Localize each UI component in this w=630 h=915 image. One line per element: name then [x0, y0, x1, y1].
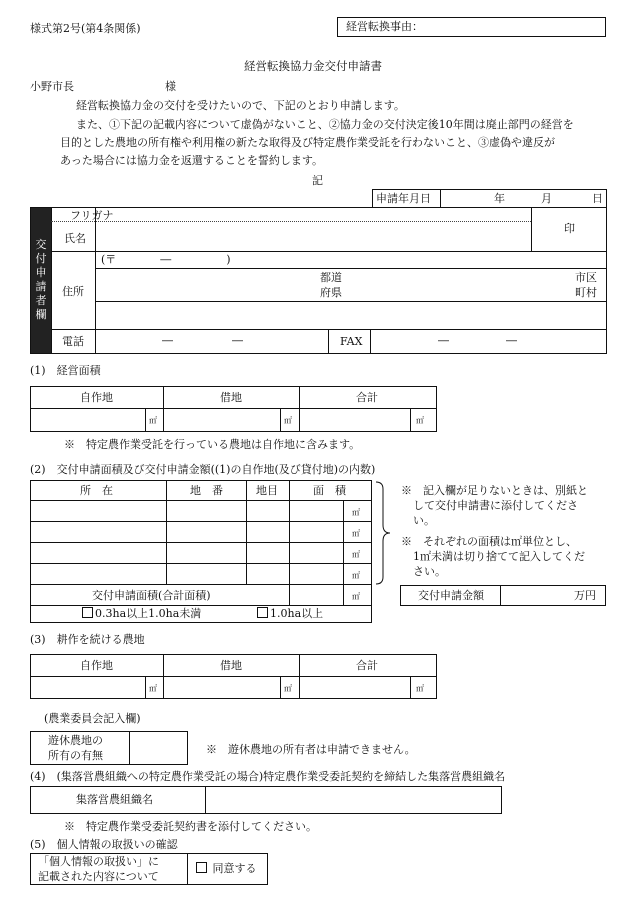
- own-land-header: 自作地: [80, 391, 113, 404]
- postal-code-field[interactable]: (〒 ― ): [101, 253, 231, 266]
- checkbox-icon[interactable]: [82, 607, 93, 618]
- leased-land-input[interactable]: [164, 677, 279, 698]
- document-title: 経営転換協力金交付申請書: [244, 59, 382, 73]
- applicant-section-label: [31, 208, 51, 353]
- section4-heading: (4) (集落営農組織への特定農作業受託の場合)特定農作業受委託契約を締結した集落営農組織名: [30, 770, 506, 783]
- total-header: 合計: [356, 391, 378, 404]
- unit-sqm: ㎡: [352, 529, 360, 538]
- phone-dash: ―: [162, 334, 173, 347]
- own-land-input[interactable]: [31, 409, 144, 431]
- option-large[interactable]: [257, 607, 323, 620]
- addressee: 小野市長: [30, 80, 74, 93]
- unit-sqm: ㎡: [284, 684, 292, 693]
- option-small[interactable]: [82, 607, 201, 620]
- unit-sqm: ㎡: [352, 592, 360, 601]
- note2-line2: 1㎡未満は切り捨てて記入してくだ: [413, 550, 585, 563]
- checkbox-icon[interactable]: [196, 862, 207, 873]
- committee-note: ※ 遊休農地の所有者は申請できません。: [206, 743, 416, 756]
- own-land-header: 自作地: [80, 659, 113, 672]
- organization-name-input[interactable]: [206, 787, 500, 813]
- idle-farmland-input[interactable]: [130, 732, 187, 764]
- furigana-label: フリガナ: [70, 209, 114, 222]
- parcel-rows-input[interactable]: [31, 501, 165, 583]
- land-category-header: 地目: [256, 484, 278, 497]
- checkbox-icon[interactable]: [257, 607, 268, 618]
- note2-line1: ※ それぞれの面積は㎡単位とし、: [401, 535, 577, 548]
- side-char: 交: [35, 238, 47, 251]
- brace-icon: [374, 481, 396, 585]
- section5-heading: (5) 個人情報の取扱いの確認: [30, 838, 178, 851]
- side-char: 欄: [35, 308, 47, 321]
- address-label: 住所: [62, 285, 84, 298]
- city-label-1: 市区: [575, 271, 597, 284]
- option-large-label: 1.0ha以上: [270, 607, 324, 620]
- leased-land-header: 借地: [220, 391, 242, 404]
- side-char: 付: [35, 252, 47, 265]
- seal-mark: 印: [564, 222, 575, 235]
- leased-land-input[interactable]: [164, 409, 279, 431]
- section3-heading: (3) 耕作を続ける農地: [30, 633, 145, 646]
- unit-sqm: ㎡: [149, 684, 157, 693]
- unit-sqm: ㎡: [416, 416, 424, 425]
- day-label: 日: [592, 192, 603, 205]
- unit-sqm: ㎡: [149, 416, 157, 425]
- total-input[interactable]: [300, 409, 409, 431]
- privacy-label-1: 「個人情報の取扱い」に: [38, 855, 159, 868]
- section4-note: ※ 特定農作業受委託契約書を添付してください。: [64, 820, 317, 833]
- note1-line1: ※ 記入欄が足りないときは、別紙と: [401, 484, 588, 497]
- ki-mark: 記: [312, 174, 323, 187]
- phone-dash: ―: [232, 334, 243, 347]
- name-input[interactable]: [96, 222, 530, 250]
- side-char: 申: [35, 266, 47, 279]
- committee-heading: (農業委員会記入欄): [44, 712, 141, 725]
- conversion-reason-field[interactable]: [337, 17, 606, 37]
- city-label-2: 町村: [575, 286, 597, 299]
- privacy-agree-option[interactable]: [196, 862, 257, 875]
- total-area-label: 交付申請面積(合計面積): [92, 589, 211, 602]
- conversion-reason-label: 経営転換事由：: [346, 20, 423, 33]
- side-char: 者: [35, 294, 47, 307]
- privacy-label-2: 記載された内容について: [38, 870, 159, 883]
- intro-paragraph-1: 経営転換協力金の交付を受けたいので、下記のとおり申請します。: [76, 99, 405, 112]
- phone-label: 電話: [62, 335, 84, 348]
- area-header: 面 積: [313, 484, 346, 497]
- total-area-input[interactable]: [290, 585, 342, 604]
- intro-paragraph-2c: あった場合には協力金を返還することを誓約します。: [60, 154, 324, 167]
- note1-line3: い。: [413, 514, 435, 527]
- fax-dash: ―: [506, 334, 517, 347]
- total-header: 合計: [356, 659, 378, 672]
- form-number: 様式第2号(第4条関係): [30, 22, 141, 35]
- name-label: 氏名: [64, 232, 86, 245]
- side-char: 請: [35, 280, 47, 293]
- section2-heading: (2) 交付申請面積及び交付申請金額((1)の自作地(及び貸付地)の内数): [30, 463, 376, 476]
- fax-label: FAX: [340, 335, 363, 348]
- intro-paragraph-2b: 目的とした農地の所有権や利用権の新たな取得及び特定農作業受託を行わないこと、③虚偽や違反が: [60, 136, 555, 149]
- furigana-input[interactable]: [96, 208, 530, 221]
- location-header: 所 在: [80, 484, 113, 497]
- note2-line3: さい。: [413, 565, 446, 578]
- leased-land-header: 借地: [220, 659, 242, 672]
- note1-line2: して交付申請書に添付してくださ: [413, 499, 578, 512]
- amount-unit: 万円: [574, 589, 596, 602]
- own-land-input[interactable]: [31, 677, 144, 698]
- unit-sqm: ㎡: [352, 508, 360, 517]
- application-amount-input[interactable]: [501, 586, 571, 605]
- lot-number-header: 地 番: [190, 484, 223, 497]
- month-label: 月: [541, 192, 552, 205]
- addressee-suffix: 様: [165, 80, 176, 93]
- year-label: 年: [494, 192, 505, 205]
- agree-label: 同意する: [212, 862, 257, 875]
- section1-heading: (1) 経営面積: [30, 364, 101, 377]
- prefecture-label-2: 府県: [320, 286, 342, 299]
- unit-sqm: ㎡: [352, 571, 360, 580]
- section1-note: ※ 特定農作業受託を行っている農地は自作地に含みます。: [64, 438, 361, 451]
- unit-sqm: ㎡: [416, 684, 424, 693]
- idle-farmland-label-1: 遊休農地の: [48, 734, 103, 747]
- unit-sqm: ㎡: [284, 416, 292, 425]
- total-input[interactable]: [300, 677, 409, 698]
- address-detail-input[interactable]: [96, 302, 606, 328]
- prefecture-label-1: 都道: [320, 271, 342, 284]
- organization-name-label: 集落営農組織名: [76, 793, 153, 806]
- application-amount-label: 交付申請金額: [418, 589, 484, 602]
- intro-paragraph-2a: また、①下記の記載内容について虚偽がないこと、②協力金の交付決定後10年間は廃止部門の経営を: [76, 118, 574, 131]
- idle-farmland-label-2: 所有の有無: [48, 749, 103, 762]
- option-small-label: 0.3ha以上1.0ha未満: [95, 607, 202, 620]
- fax-dash: ―: [438, 334, 449, 347]
- application-date-label: 申請年月日: [376, 192, 431, 205]
- unit-sqm: ㎡: [352, 550, 360, 559]
